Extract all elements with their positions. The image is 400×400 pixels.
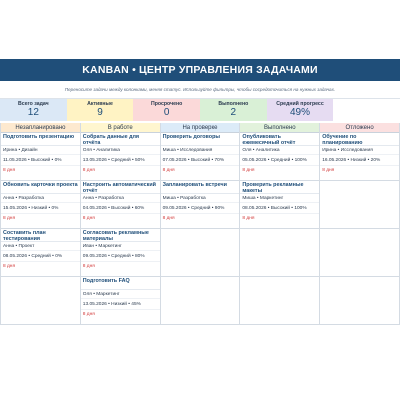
task-card[interactable] xyxy=(240,133,319,181)
stat-progress xyxy=(267,99,334,121)
task-title: Подготовить FAQ xyxy=(81,277,160,290)
stat-value: 2 xyxy=(230,107,237,118)
task-title: Проверить договоры xyxy=(161,133,240,146)
instructions-hint: Переносите задачи между колонками, меняя статус. Используйте фильтры, чтобы сосредоточиться на нужных задачах. xyxy=(0,81,400,99)
stat-total xyxy=(0,99,67,121)
stats-row xyxy=(0,99,400,121)
empty-slot xyxy=(1,277,80,325)
task-card[interactable] xyxy=(1,181,80,229)
stat-label: Всего задач xyxy=(17,101,49,107)
task-due: 8 дня xyxy=(162,168,175,173)
task-due: 8 дня xyxy=(3,264,16,269)
task-card[interactable] xyxy=(81,133,160,181)
task-due: 8 дня xyxy=(3,216,16,221)
column-header[interactable]: Незапланировано xyxy=(1,123,80,133)
task-due: 8 дня xyxy=(162,216,175,221)
task-meta: 13.05.2026 • Низкий • 45% xyxy=(81,299,160,310)
task-due: 8 дня xyxy=(242,216,255,221)
task-title: Составить план тестирования xyxy=(1,229,80,242)
task-meta: 08.05.2026 • Высокий • 100% xyxy=(240,203,319,214)
task-meta: 16.05.2026 • Низкий • 20% xyxy=(320,155,399,166)
task-card[interactable] xyxy=(320,133,399,181)
task-due: 8 дня xyxy=(82,312,95,317)
task-meta: 05.05.2026 • Средний • 100% xyxy=(240,155,319,166)
kanban-column xyxy=(1,123,81,325)
task-owner: Миша • Исследования xyxy=(161,146,240,155)
task-owner: Анна • Разработка xyxy=(1,194,80,203)
stat-value: 0 xyxy=(163,107,170,118)
task-meta: 11.05.2026 • Высокий • 0% xyxy=(1,155,80,166)
task-due: 8 дня xyxy=(322,168,335,173)
task-card[interactable] xyxy=(81,181,160,229)
task-meta: 08.05.2026 • Средний • 0% xyxy=(1,251,80,262)
stat-label: Активные xyxy=(87,101,113,107)
task-owner: Оля • Аналитика xyxy=(81,146,160,155)
stat-value: 49% xyxy=(289,107,310,118)
column-header[interactable]: Отложено xyxy=(320,123,399,133)
task-title: Проверить рекламные макеты xyxy=(240,181,319,194)
column-header[interactable]: Выполнено xyxy=(240,123,319,133)
stat-value: 9 xyxy=(97,107,103,118)
task-title: Настроить автоматический отчёт xyxy=(81,181,160,194)
task-due: 8 дня xyxy=(82,264,95,269)
task-card[interactable] xyxy=(1,229,80,277)
kanban-column xyxy=(240,123,320,325)
task-owner: Ирина • Дизайн xyxy=(1,146,80,155)
stat-overdue xyxy=(133,99,200,121)
page-title: KANBAN • ЦЕНТР УПРАВЛЕНИЯ ЗАДАЧАМИ xyxy=(0,59,400,81)
stat-active xyxy=(67,99,134,121)
empty-slot xyxy=(320,229,399,277)
kanban-column xyxy=(81,123,161,325)
stat-label: Выполнено xyxy=(218,101,249,107)
stat-value: 12 xyxy=(27,107,39,118)
task-title: Собрать данные для отчёта xyxy=(81,133,160,146)
task-title: Подготовить презентацию xyxy=(1,133,80,146)
kanban-board xyxy=(0,123,400,325)
task-due: 8 дня xyxy=(82,216,95,221)
empty-slot xyxy=(240,277,319,325)
task-owner: Оля • Аналитика xyxy=(240,146,319,155)
task-meta: 04.05.2026 • Высокий • 60% xyxy=(81,203,160,214)
task-meta: 07.05.2026 • Высокий • 70% xyxy=(161,155,240,166)
task-title: Согласовать рекламные материалы xyxy=(81,229,160,242)
kanban-column xyxy=(320,123,400,325)
task-card[interactable] xyxy=(81,229,160,277)
stat-label: Средний прогресс xyxy=(276,101,324,107)
task-title: Обновить карточки проекта xyxy=(1,181,80,194)
task-due: 8 дня xyxy=(82,168,95,173)
task-meta: 09.05.2026 • Средний • 80% xyxy=(81,251,160,262)
task-card[interactable] xyxy=(161,181,240,229)
empty-slot xyxy=(240,229,319,277)
task-title: Обучение по планированию xyxy=(320,133,399,146)
kanban-column xyxy=(161,123,241,325)
empty-slot xyxy=(161,229,240,277)
stat-label: Просрочено xyxy=(151,101,183,107)
task-owner: Ирина • Исследования xyxy=(320,146,399,155)
task-card[interactable] xyxy=(161,133,240,181)
task-meta: 15.05.2026 • Низкий • 0% xyxy=(1,203,80,214)
task-title: Запланировать встречи xyxy=(161,181,240,194)
task-card[interactable] xyxy=(240,181,319,229)
task-due: 8 дня xyxy=(242,168,255,173)
empty-slot xyxy=(320,277,399,325)
task-owner: Анна • Разработка xyxy=(81,194,160,203)
task-title: Опубликовать ежемесячный отчёт xyxy=(240,133,319,146)
task-owner: Анна • Проект xyxy=(1,242,80,251)
column-header[interactable]: В работе xyxy=(81,123,160,133)
task-owner: Иван • Маркетинг xyxy=(81,242,160,251)
column-header[interactable]: На проверке xyxy=(161,123,240,133)
task-card[interactable] xyxy=(81,277,160,325)
task-owner: Оля • Маркетинг xyxy=(81,290,160,299)
task-card[interactable] xyxy=(1,133,80,181)
task-meta: 13.05.2026 • Средний • 50% xyxy=(81,155,160,166)
stat-done xyxy=(200,99,267,121)
task-owner: Миша • Маркетинг xyxy=(240,194,319,203)
stat-spacer xyxy=(333,99,400,121)
empty-slot xyxy=(161,277,240,325)
task-owner: Миша • Разработка xyxy=(161,194,240,203)
empty-slot xyxy=(320,181,399,229)
kanban-sheet xyxy=(0,59,400,390)
task-due: 8 дня xyxy=(3,168,16,173)
task-meta: 09.05.2026 • Средний • 90% xyxy=(161,203,240,214)
